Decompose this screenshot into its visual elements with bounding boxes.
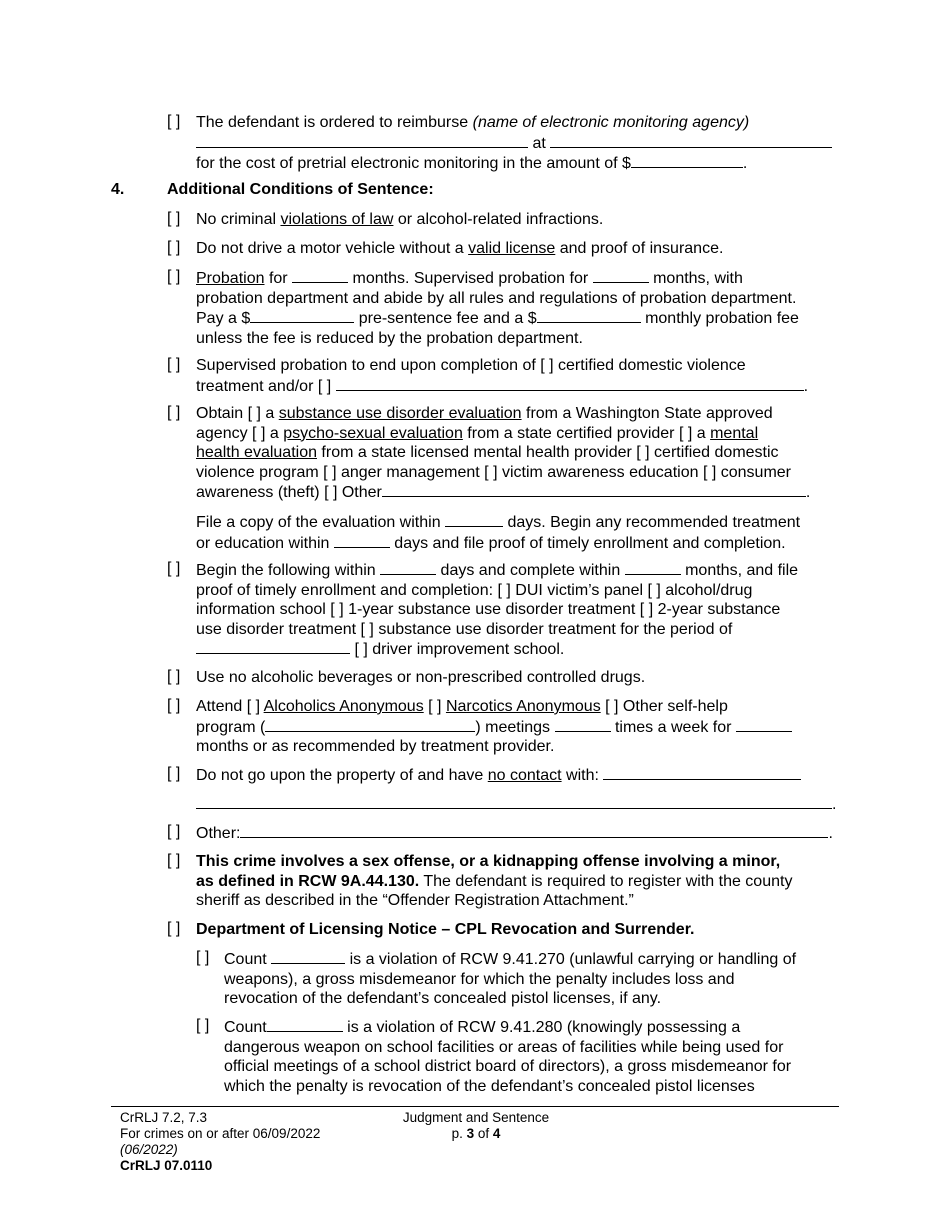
sud-period-checkbox[interactable]: [ ]: [360, 620, 374, 638]
footer-page-number: p. 3 of 4: [451, 1126, 501, 1141]
attend-condition: Attend [ ] Alcoholics Anonymous [ ] Narcotics Anonymous [ ] Other self-help program ( ) meetings times a week for months or as recommended by treatment provider.: [196, 697, 856, 757]
dv-treatment-checkbox[interactable]: [ ]: [540, 357, 554, 374]
probation-months-field[interactable]: [292, 268, 348, 283]
count-270-condition: Count is a violation of RCW 9.41.270 (unlawful carrying or handling of weapons), a gross misdemeanor for which the penalty includes loss and revocation of the defendant’s concealed pistol licenses, if any.: [224, 951, 797, 1008]
begin-days-field[interactable]: [380, 560, 436, 575]
meetings-per-week-field[interactable]: [555, 717, 611, 732]
meetings-months-field[interactable]: [736, 717, 792, 732]
driver-school-checkbox[interactable]: [ ]: [354, 641, 368, 659]
probation-checkbox[interactable]: [ ]: [167, 268, 181, 285]
no-alcohol-condition: Use no alcoholic beverages or non-prescribed controlled drugs.: [196, 669, 646, 686]
no-contact-checkbox[interactable]: [ ]: [167, 765, 181, 782]
reimburse-block: The defendant is ordered to reimburse (name of electronic monitoring agency) at for the cost of pretrial electronic monitoring in the amount of $ .: [196, 113, 856, 174]
begin-following-condition: Begin the following within days and complete within months, and file proof of timely enrollment and completion: [ ] DUI victim’s panel [ ] alcohol/drug information school [ ] 1-year substance use disorder treatment [ ] 2-year substance use disorder treatment [ ] substance use disorder treatment for the period of [ ] driver improvement school.: [196, 562, 799, 659]
other-treatment-checkbox[interactable]: [ ]: [317, 377, 332, 395]
evaluation-condition: Obtain [ ] a substance use disorder evaluation from a Washington State approved agency [ ] a psycho-sexual evaluation from a state certified provider [ ] a mental health evaluation from a state licensed mental health provider [ ] certified domestic violence program [ ] anger management [ ] victim awareness education [ ] consumer awareness (theft) [ ] Other .: [196, 405, 811, 502]
selfhelp-program-field[interactable]: [265, 717, 475, 732]
footer-rule-ref: CrRLJ 7.2, 7.3: [120, 1110, 208, 1125]
supervised-end-condition: Supervised probation to end upon completion of [ ] certified domestic violence treatment and/or [ ] .: [196, 357, 809, 395]
eval-file-days-field[interactable]: [445, 512, 503, 527]
monitoring-amount-field[interactable]: [631, 153, 743, 168]
mental-health-link-a[interactable]: mental: [710, 424, 759, 442]
no-drive-checkbox[interactable]: [ ]: [167, 239, 181, 256]
other-checkbox[interactable]: [ ]: [167, 823, 181, 840]
na-checkbox[interactable]: [ ]: [428, 698, 442, 715]
footer-center: [400, 1110, 552, 1142]
alcohol-drug-checkbox[interactable]: [ ]: [647, 581, 661, 599]
two-year-treatment-checkbox[interactable]: [ ]: [639, 601, 654, 619]
victim-awareness-checkbox[interactable]: [ ]: [484, 463, 498, 481]
eval-other-field[interactable]: [382, 482, 806, 497]
count-280-checkbox[interactable]: [ ]: [196, 1017, 210, 1034]
dui-panel-checkbox[interactable]: [ ]: [497, 581, 511, 599]
monthly-fee-field[interactable]: [537, 308, 641, 323]
valid-license-link[interactable]: valid license: [468, 240, 556, 257]
narcotics-anonymous-link[interactable]: Narcotics Anonymous: [445, 698, 601, 715]
alcoholics-anonymous-link[interactable]: Alcoholics Anonymous: [263, 698, 424, 715]
other-treatment-field[interactable]: [336, 376, 804, 391]
no-drive-condition: Do not drive a motor vehicle without a valid license and proof of insurance.: [196, 240, 724, 257]
sud-evaluation-link[interactable]: substance use disorder evaluation: [278, 405, 522, 422]
begin-following-checkbox[interactable]: [ ]: [167, 560, 181, 577]
no-contact-extra-field[interactable]: [196, 794, 832, 809]
count-270-field[interactable]: [271, 949, 345, 964]
attend-checkbox[interactable]: [ ]: [167, 697, 181, 714]
dol-notice-title: Department of Licensing Notice – CPL Revocation and Surrender.: [196, 921, 695, 938]
count-270-checkbox[interactable]: [ ]: [196, 949, 210, 966]
eval-other-checkbox[interactable]: [ ]: [324, 484, 338, 502]
mental-health-link-b[interactable]: health evaluation: [196, 444, 317, 462]
count-280-condition: Count is a violation of RCW 9.41.280 (knowingly possessing a dangerous weapon on school facilities or areas of facilities while being used for official meetings of a school district board of directors), a gross misdemeanor for which the penalty is revocation of the defendant’s concealed pistol licenses: [224, 1019, 792, 1095]
no-contact-link[interactable]: no contact: [487, 767, 562, 784]
no-violations-checkbox[interactable]: [ ]: [167, 210, 181, 227]
other-selfhelp-checkbox[interactable]: [ ]: [605, 698, 619, 715]
no-alcohol-checkbox[interactable]: [ ]: [167, 668, 181, 685]
section-title: Additional Conditions of Sentence:: [167, 181, 434, 198]
other-condition: Other: .: [196, 825, 833, 842]
section-number: 4.: [111, 181, 125, 198]
no-violations-condition: No criminal violations of law or alcohol-related infractions.: [196, 211, 604, 228]
agency-location-field[interactable]: [550, 133, 832, 148]
dv-program-checkbox[interactable]: [ ]: [636, 444, 650, 462]
agency-name-field[interactable]: [196, 133, 528, 148]
presentence-fee-field[interactable]: [250, 308, 354, 323]
probation-condition: Probation for months. Supervised probation for months, with probation department and abide by all rules and regulations of probation department. Pay a $ pre-sentence fee and a $ monthly probation fee unless the fee is reduced by the probation department.: [196, 270, 799, 347]
count-280-field[interactable]: [267, 1017, 343, 1032]
no-contact-name-field[interactable]: [603, 765, 801, 780]
evaluation-filing: File a copy of the evaluation within days. Begin any recommended treatment or education within days and file proof of timely enrollment and completion.: [196, 514, 801, 552]
footer-applies: For crimes on or after 06/09/2022: [120, 1126, 321, 1141]
evaluation-checkbox[interactable]: [ ]: [167, 404, 181, 421]
anger-mgmt-checkbox[interactable]: [ ]: [323, 463, 337, 481]
sex-offense-checkbox[interactable]: [ ]: [167, 852, 181, 869]
sex-offense-condition: This crime involves a sex offense, or a kidnapping offense involving a minor, as defined in RCW 9A.44.130. The defendant is required to register with the county sheriff as described in the “Offender Registration Attachment.”: [196, 853, 793, 910]
footer-divider: [111, 1106, 839, 1107]
footer-left: [120, 1110, 320, 1174]
supervised-end-checkbox[interactable]: [ ]: [167, 356, 181, 373]
psycho-eval-checkbox[interactable]: [ ]: [252, 424, 266, 442]
aa-checkbox[interactable]: [ ]: [246, 698, 261, 715]
violations-of-law-link[interactable]: violations of law: [280, 211, 394, 228]
no-contact-line2: .: [196, 794, 856, 815]
footer-doc-title: Judgment and Sentence: [402, 1110, 550, 1125]
treatment-begin-days-field[interactable]: [334, 533, 390, 548]
footer-revision: (06/2022): [120, 1142, 178, 1157]
psycho-sexual-link[interactable]: psycho-sexual evaluation: [283, 424, 463, 442]
agency-hint: (name of electronic monitoring agency): [472, 114, 750, 131]
complete-months-field[interactable]: [625, 560, 681, 575]
other-field[interactable]: [240, 823, 828, 838]
mh-eval-checkbox[interactable]: [ ]: [678, 424, 693, 442]
supervised-months-field[interactable]: [593, 268, 649, 283]
sud-eval-checkbox[interactable]: [ ]: [247, 405, 261, 422]
probation-link[interactable]: Probation: [196, 270, 265, 287]
treatment-period-field[interactable]: [196, 639, 350, 654]
one-year-treatment-checkbox[interactable]: [ ]: [330, 601, 344, 619]
consumer-awareness-checkbox[interactable]: [ ]: [702, 463, 717, 481]
dol-notice-checkbox[interactable]: [ ]: [167, 920, 181, 937]
reimburse-checkbox[interactable]: [ ]: [167, 113, 181, 130]
footer-form-id: CrRLJ 07.0110: [120, 1158, 213, 1173]
no-contact-condition: Do not go upon the property of and have no contact with:: [196, 765, 856, 786]
